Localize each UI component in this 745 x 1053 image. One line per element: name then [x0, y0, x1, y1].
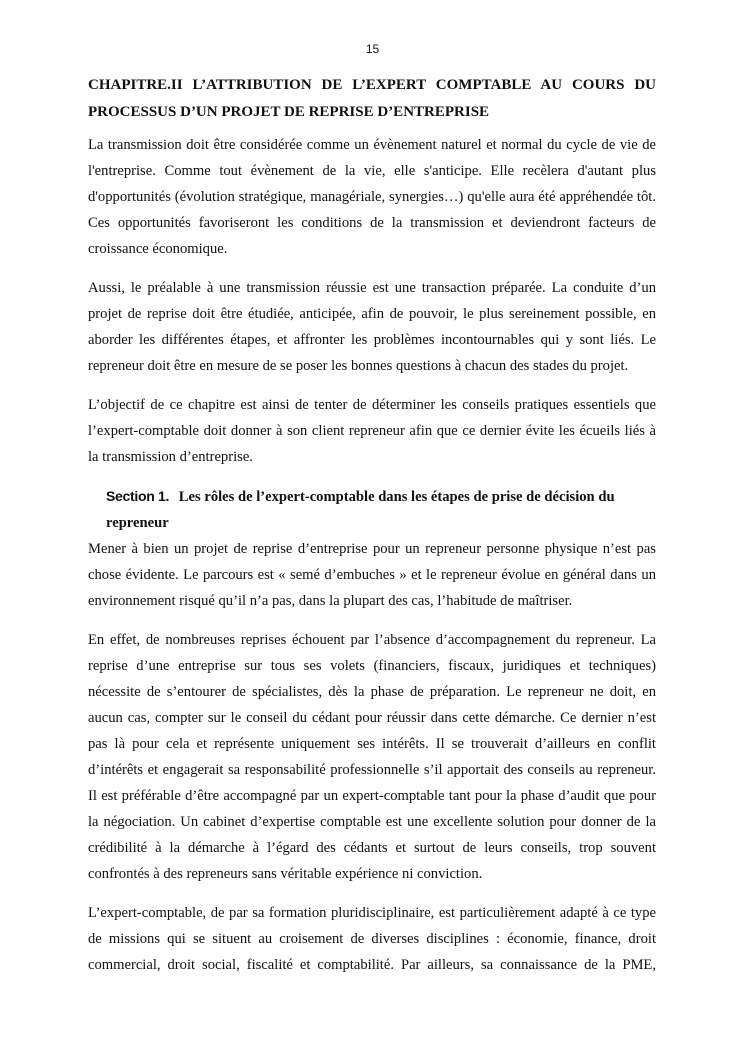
- section-heading: [106, 483, 656, 536]
- chapter-title: CHAPITRE.II L’ATTRIBUTION DE L’EXPERT COMPTABLE AU COURS DU PROCESSUS D’UN PROJET DE REPRISE D’ENTREPRISE: [88, 77, 656, 120]
- page-content: [88, 72, 656, 991]
- paragraph: Aussi, le préalable à une transmission réussie est une transaction préparée. La conduite d’un projet de reprise doit être étudiée, anticipée, afin de pouvoir, le plus sereinement possible, en aborder les différentes étapes, et affronter les problèmes incontournables qui y sont liés. Le repreneur doit être en mesure de se poser les bonnes questions à chacun des stades du projet.: [88, 280, 656, 374]
- paragraph: Mener à bien un projet de reprise d’entreprise pour un repreneur personne physique n’est pas chose évidente. Le parcours est « semé d’embuches » et le repreneur évolue en général dans un environnement risqué qu’il n’a pas, dans la plupart des cas, l’habitude de maîtriser.: [88, 541, 656, 609]
- page-number: 15: [365, 42, 380, 56]
- section-number: Section 1.: [106, 488, 170, 504]
- paragraph: La transmission doit être considérée comme un évènement naturel et normal du cycle de vie de l'entreprise. Comme tout évènement de la vie, elle s'anticipe. Elle recèlera d'autant plus d'opportunités (évolution stratégique, managériale, synergies…) qu'elle aura été appréhendée tôt. Ces opportunités favoriseront les conditions de la transmission et deviendront facteurs de croissance économique.: [88, 137, 656, 257]
- paragraph: L’expert-comptable, de par sa formation pluridisciplinaire, est particulièrement adapté à ce type de missions qui se situent au croisement de diverses disciplines : économie, finance, droit commercial, droit social, fiscalité et comptabilité. Par ailleurs, sa connaissance de la PME,: [88, 905, 656, 973]
- section-title: Les rôles de l’expert-comptable dans les étapes de prise de décision du repreneur: [106, 489, 615, 531]
- paragraph: L’objectif de ce chapitre est ainsi de tenter de déterminer les conseils pratiques essentiels que l’expert-comptable doit donner à son client repreneur afin que ce dernier évite les écueils liés à la transmission d’entreprise.: [88, 397, 656, 465]
- paragraph: En effet, de nombreuses reprises échouent par l’absence d’accompagnement du repreneur. La reprise d’une entreprise sur tous ses volets (financiers, fiscaux, juridiques et techniques) nécessite de s’entourer de spécialistes, dès la phase de préparation. Le repreneur ne doit, en aucun cas, compter sur le conseil du cédant pour réussir dans cette démarche. Ce dernier n’est pas là pour cela et représente uniquement ses intérêts. Il se trouverait d’ailleurs en conflit d’intérêts et engagerait sa responsabilité professionnelle s’il apportait des conseils au repreneur. Il est préférable d’être accompagné par un expert-comptable tant pour la phase d’audit que pour la négociation. Un cabinet d’expertise comptable est une excellente solution pour donner de la crédibilité à la démarche à l’égard des cédants et surtout de leurs conseils, trop souvent confrontés à des repreneurs sans véritable expérience ni conviction.: [88, 632, 656, 882]
